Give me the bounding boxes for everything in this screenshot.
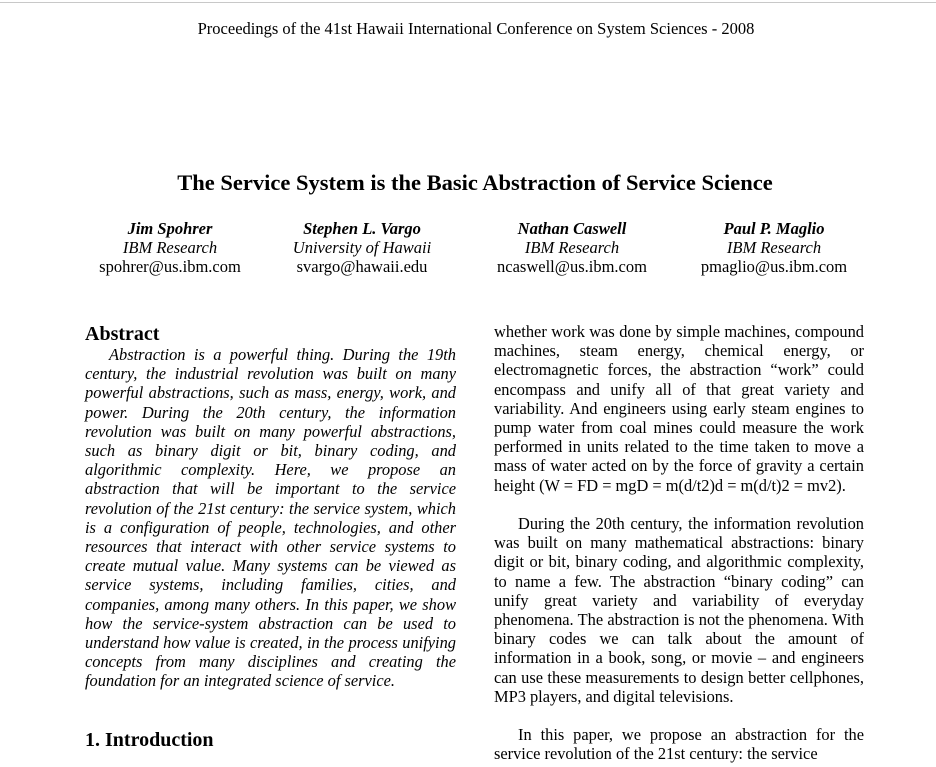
- author-name: Jim Spohrer: [127, 219, 213, 238]
- author-email: svargo@hawaii.edu: [296, 257, 428, 276]
- author-block: [644, 219, 904, 276]
- author-name: Nathan Caswell: [517, 219, 627, 238]
- right-column-paragraph-2: During the 20th century, the information revolution was built on many mathematical abstractions: binary digit or bit, binary coding, and algorithmic complexity, to name a few. The abstraction “binary coding” can unify great variety and variability of everyday phenomena. The abstraction is not the phenomena. With binary codes we can talk about the amount of information in a book, song, or movie – and engineers can use these measurements to design better cellphones, MP3 players, and digital televisions.: [494, 514, 864, 706]
- author-affiliation: IBM Research: [726, 238, 822, 257]
- top-border-line: [0, 2, 936, 3]
- author-name: Paul P. Maglio: [723, 219, 825, 238]
- author-email: spohrer@us.ibm.com: [99, 257, 241, 276]
- author-affiliation: University of Hawaii: [292, 238, 432, 257]
- abstract-heading: Abstract: [85, 323, 160, 345]
- right-column-paragraph-1: whether work was done by simple machines, compound machines, steam energy, chemical energy, or electromagnetic forces, the abstraction “work” could encompass and unify all of that great variety and variability. And engineers using early steam engines to pump water from coal mines could measure the work performed in units related to the time taken to move a mass of water acted on by the force of gravity a certain height (W = FD = mgD = m(d/t2)d = m(d/t)2 = mv2).: [494, 322, 864, 495]
- abstract-text: Abstraction is a powerful thing. During the 19th century, the industrial revolution was built on many powerful abstractions, such as mass, energy, work, and power. During the 20th century, the information revolution was built on many powerful abstractions, such as binary digit or bit, binary coding, and algorithmic complexity. Here, we propose an abstraction that will be important to the service revolution of the 21st century: the service system, which is a configuration of people, technologies, and other resources that interact with other service systems to create mutual value. Many systems can be viewed as service systems, including families, cities, and companies, among many others. In this paper, we show how the service-system abstraction can be used to understand how value is created, in the process unifying concepts from many disciplines and creating the foundation for an integrated science of service.: [85, 345, 456, 691]
- introduction-heading: 1. Introduction: [85, 729, 214, 751]
- author-affiliation: IBM Research: [524, 238, 620, 257]
- author-email: ncaswell@us.ibm.com: [497, 257, 647, 276]
- author-email: pmaglio@us.ibm.com: [700, 257, 848, 276]
- paper-title: The Service System is the Basic Abstraction of Service Science: [177, 170, 773, 195]
- author-affiliation: IBM Research: [122, 238, 218, 257]
- running-header: Proceedings of the 41st Hawaii International Conference on System Sciences - 2008: [197, 19, 755, 38]
- right-column-paragraph-3: In this paper, we propose an abstraction for the service revolution of the 21st century: the service: [494, 725, 864, 764]
- author-name: Stephen L. Vargo: [303, 219, 421, 238]
